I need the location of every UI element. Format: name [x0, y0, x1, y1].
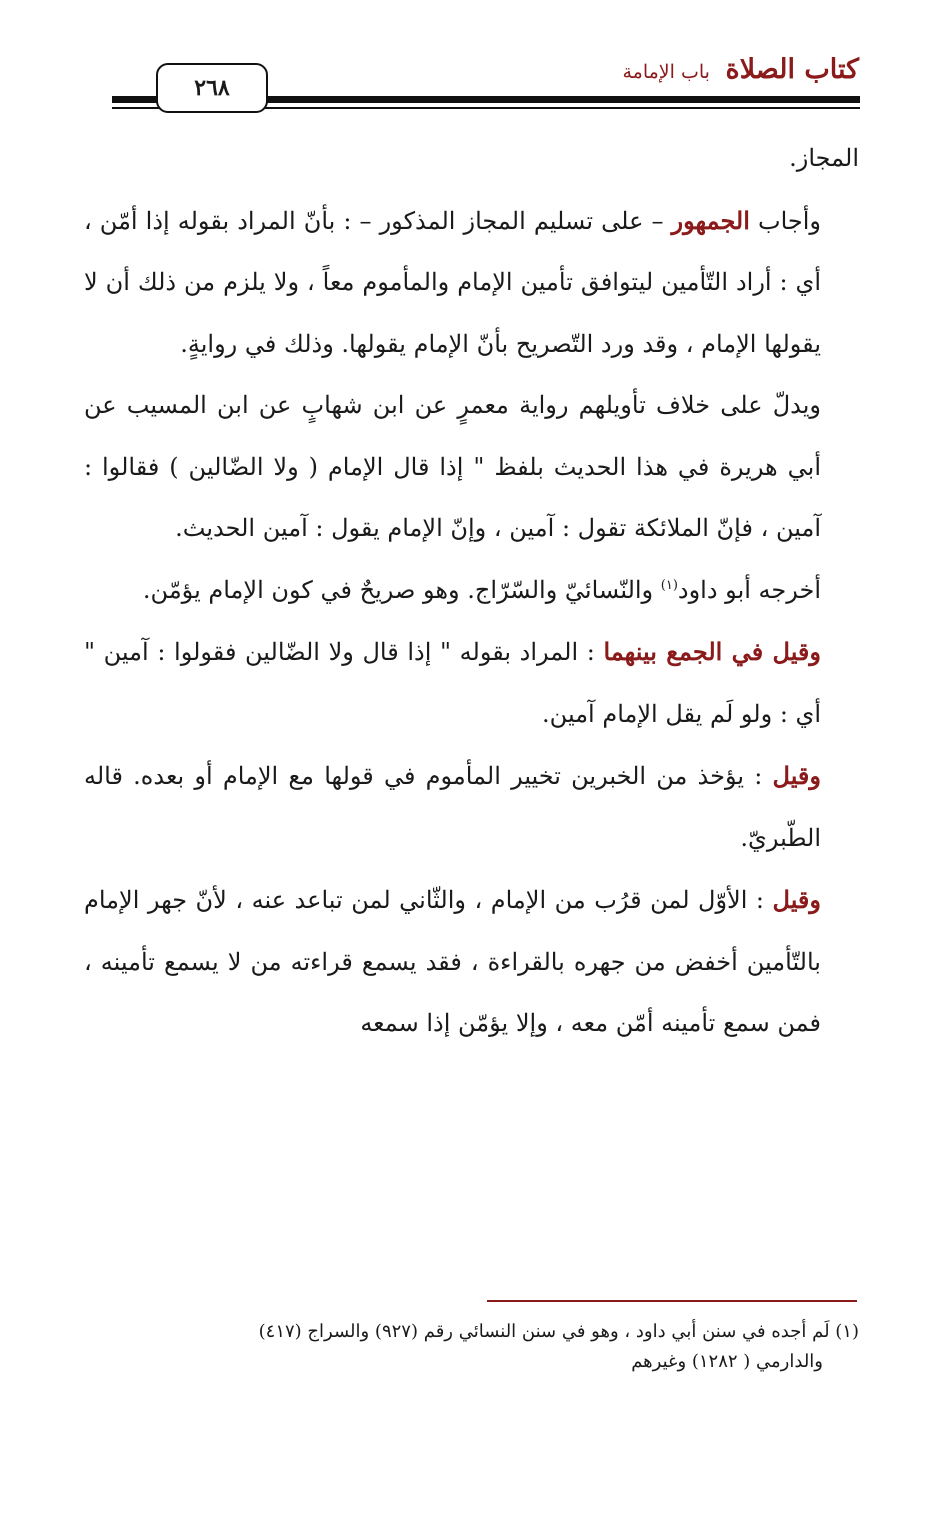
running-head [622, 54, 859, 85]
paragraph [84, 190, 859, 376]
paragraph [84, 128, 859, 190]
footnote-reference: (١) [660, 577, 678, 593]
text-run: وأجاب [749, 206, 821, 235]
paragraph [84, 560, 859, 622]
paragraph [84, 375, 859, 560]
highlighted-term: وقيل في الجمع بينهما [603, 637, 821, 666]
highlighted-term: الجمهور [671, 205, 750, 235]
footnote-line: (١) لَم أجده في سنن أبي داود ، وهو في سنن النسائي رقم (٩٢٧) والسراج (٤١٧) [258, 1321, 859, 1342]
page-header [0, 0, 945, 130]
highlighted-term: وقيل [772, 885, 821, 914]
highlighted-term: وقيل [772, 761, 821, 790]
paragraph [84, 745, 859, 869]
chapter-title: باب الإمامة [622, 61, 710, 83]
text-run: : المراد بقوله " إذا قال ولا الضّالين فقولوا : آمين " أي : ولو لَم يقل الإمام آمين. [84, 638, 821, 728]
footnote-line: والدارمي ( ١٢٨٢) وغيرهم [631, 1351, 823, 1372]
body-text [84, 128, 859, 1055]
book-title: كتاب الصلاة [725, 54, 859, 85]
paragraph [84, 869, 859, 1055]
text-run: : يؤخذ من الخبرين تخيير المأموم في قولها مع الإمام أو بعده. قاله الطّبريّ. [84, 762, 821, 852]
footnotes [84, 1317, 859, 1377]
page-number: ٢٦٨ [194, 75, 230, 101]
text-run: أخرجه أبو داود [677, 575, 821, 604]
text-run: المجاز. [789, 144, 859, 172]
page-number-box [156, 63, 268, 113]
text-run: ويدلّ على خلاف تأويلهم رواية معمرٍ عن ابن شهابٍ عن ابن المسيب عن أبي هريرة في هذا الحديث بلفظ " إذا قال الإمام ( ولا الضّالين ) فقالوا : آمين ، فإنّ الملائكة تقول : آمين ، وإنّ الإمام يقول : آمين الحديث. [84, 391, 821, 542]
text-run: : الأوّل لمن قرُب من الإمام ، والثّاني لمن تباعد عنه ، لأنّ جهر الإمام بالتّأمين أخفض من جهره بالقراءة ، فقد يسمع قراءته من لا يسمع تأمينه ، فمن سمع تأمينه أمّن معه ، وإلا يؤمّن إذا سمعه [84, 886, 821, 1037]
paragraph [84, 621, 859, 745]
text-run: – على تسليم المجاز المذكور – : بأنّ المراد بقوله إذا أمّن ، أي : أراد التّأمين ليتوافق تأمين الإمام والمأموم معاً ، ولا يلزم من ذلك أن لا يقولها الإمام ، وقد ورد التّصريح بأنّ الإمام يقولها. وذلك في روايةٍ. [84, 206, 821, 358]
text-run: والنّسائيّ والسّرّاج. وهو صريحٌ في كون الإمام يؤمّن. [142, 575, 661, 604]
footnote-separator [487, 1300, 857, 1302]
